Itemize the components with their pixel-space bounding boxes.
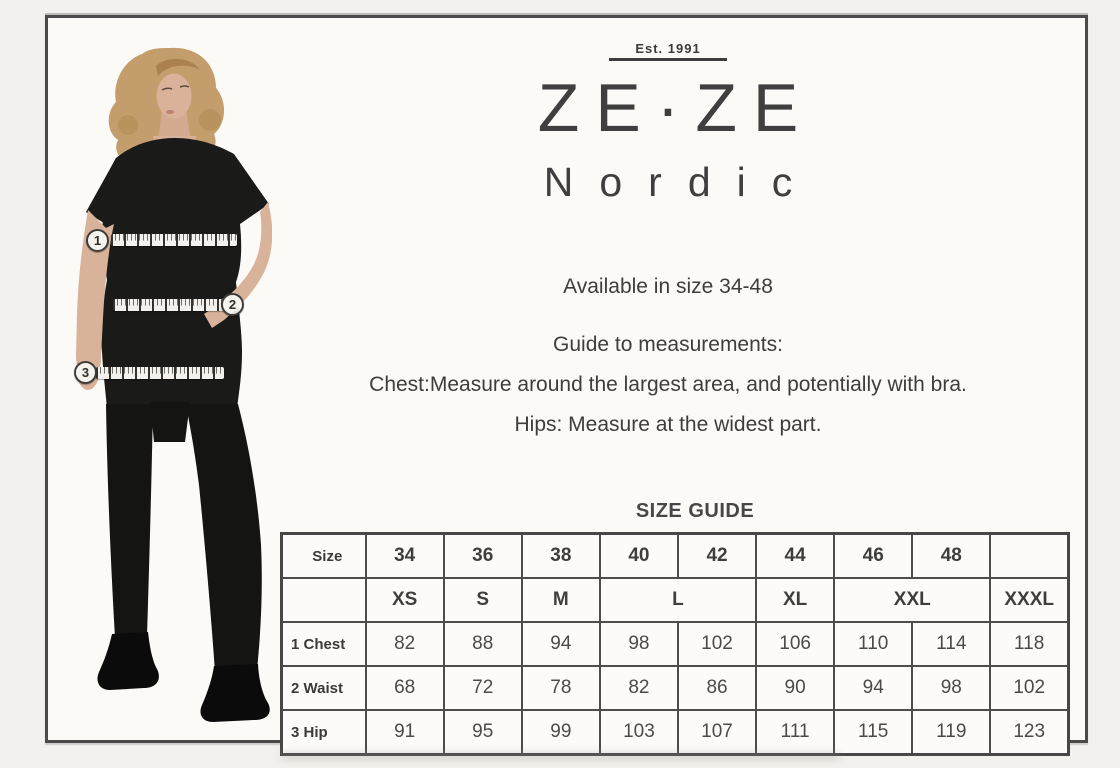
chest-row-label: 1 Chest: [282, 622, 366, 666]
brand-subname: Nordic: [543, 159, 819, 205]
model-outfit: [86, 138, 269, 672]
chest-value: 98: [600, 622, 678, 666]
size-guide-title: SIZE GUIDE: [635, 500, 755, 522]
size-col-38: 38: [522, 534, 600, 579]
size-col-44: 44: [756, 534, 834, 579]
size-col-34: 34: [366, 534, 444, 579]
measurement-notes: [258, 275, 1078, 436]
letter-size-xl: XL: [756, 578, 834, 622]
chest-value: 114: [912, 622, 990, 666]
size-guide-table: [280, 532, 1070, 756]
availability-note: Available in size 34-48: [563, 275, 773, 298]
waist-measure-tape: [113, 299, 225, 311]
size-row-header: Size: [282, 534, 366, 579]
waist-value: 90: [756, 666, 834, 710]
letter-size-xs: XS: [366, 578, 444, 622]
hip-value: 103: [600, 710, 678, 755]
chest-value: 118: [990, 622, 1068, 666]
waist-value: 102: [990, 666, 1068, 710]
guide-heading: Guide to measurements:: [553, 333, 783, 356]
waist-row-label: 2 Waist: [282, 666, 366, 710]
chest-value: 94: [522, 622, 600, 666]
size-col-blank: [990, 534, 1068, 579]
hip-marker: 3: [74, 361, 97, 384]
hip-value: 123: [990, 710, 1068, 755]
established-label: Est. 1991: [635, 41, 701, 56]
established-rule: [609, 58, 727, 61]
hip-value: 119: [912, 710, 990, 755]
letter-size-xxl: XXL: [834, 578, 990, 622]
brand-block: [258, 18, 1078, 206]
chest-marker: 1: [86, 229, 109, 252]
waist-marker: 2: [221, 293, 244, 316]
size-col-36: 36: [444, 534, 522, 579]
letter-row-spacer: [282, 578, 366, 622]
model-photo: [58, 30, 272, 730]
size-col-40: 40: [600, 534, 678, 579]
hip-value: 111: [756, 710, 834, 755]
hip-row-label: 3 Hip: [282, 710, 366, 755]
hip-value: 91: [366, 710, 444, 755]
size-col-46: 46: [834, 534, 912, 579]
hip-measure-tape: [96, 367, 224, 379]
hip-value: 95: [444, 710, 522, 755]
letter-size-xxxl: XXXL: [990, 578, 1068, 622]
chest-note: Chest:Measure around the largest area, and potentially with bra.: [369, 373, 967, 396]
chest-measure-tape: [111, 234, 237, 246]
hip-value: 99: [522, 710, 600, 755]
letter-size-s: S: [444, 578, 522, 622]
chest-value: 102: [678, 622, 756, 666]
waist-value: 98: [912, 666, 990, 710]
chest-value: 106: [756, 622, 834, 666]
chest-value: 110: [834, 622, 912, 666]
hip-value: 115: [834, 710, 912, 755]
size-guide-section: [280, 500, 1070, 756]
waist-value: 86: [678, 666, 756, 710]
size-col-42: 42: [678, 534, 756, 579]
hip-value: 107: [678, 710, 756, 755]
waist-row: [282, 666, 1069, 710]
waist-value: 78: [522, 666, 600, 710]
brand-logo: ZE·ZE: [537, 70, 815, 146]
size-col-48: 48: [912, 534, 990, 579]
waist-value: 94: [834, 666, 912, 710]
waist-value: 72: [444, 666, 522, 710]
hip-row: [282, 710, 1069, 755]
chest-row: [282, 622, 1069, 666]
waist-value: 68: [366, 666, 444, 710]
chest-value: 82: [366, 622, 444, 666]
size-guide-card: [45, 15, 1088, 743]
letter-size-row: [282, 578, 1069, 622]
chest-value: 88: [444, 622, 522, 666]
hips-note: Hips: Measure at the widest part.: [514, 413, 822, 436]
waist-value: 82: [600, 666, 678, 710]
letter-size-l: L: [600, 578, 756, 622]
numeric-size-row: [282, 534, 1069, 579]
letter-size-m: M: [522, 578, 600, 622]
